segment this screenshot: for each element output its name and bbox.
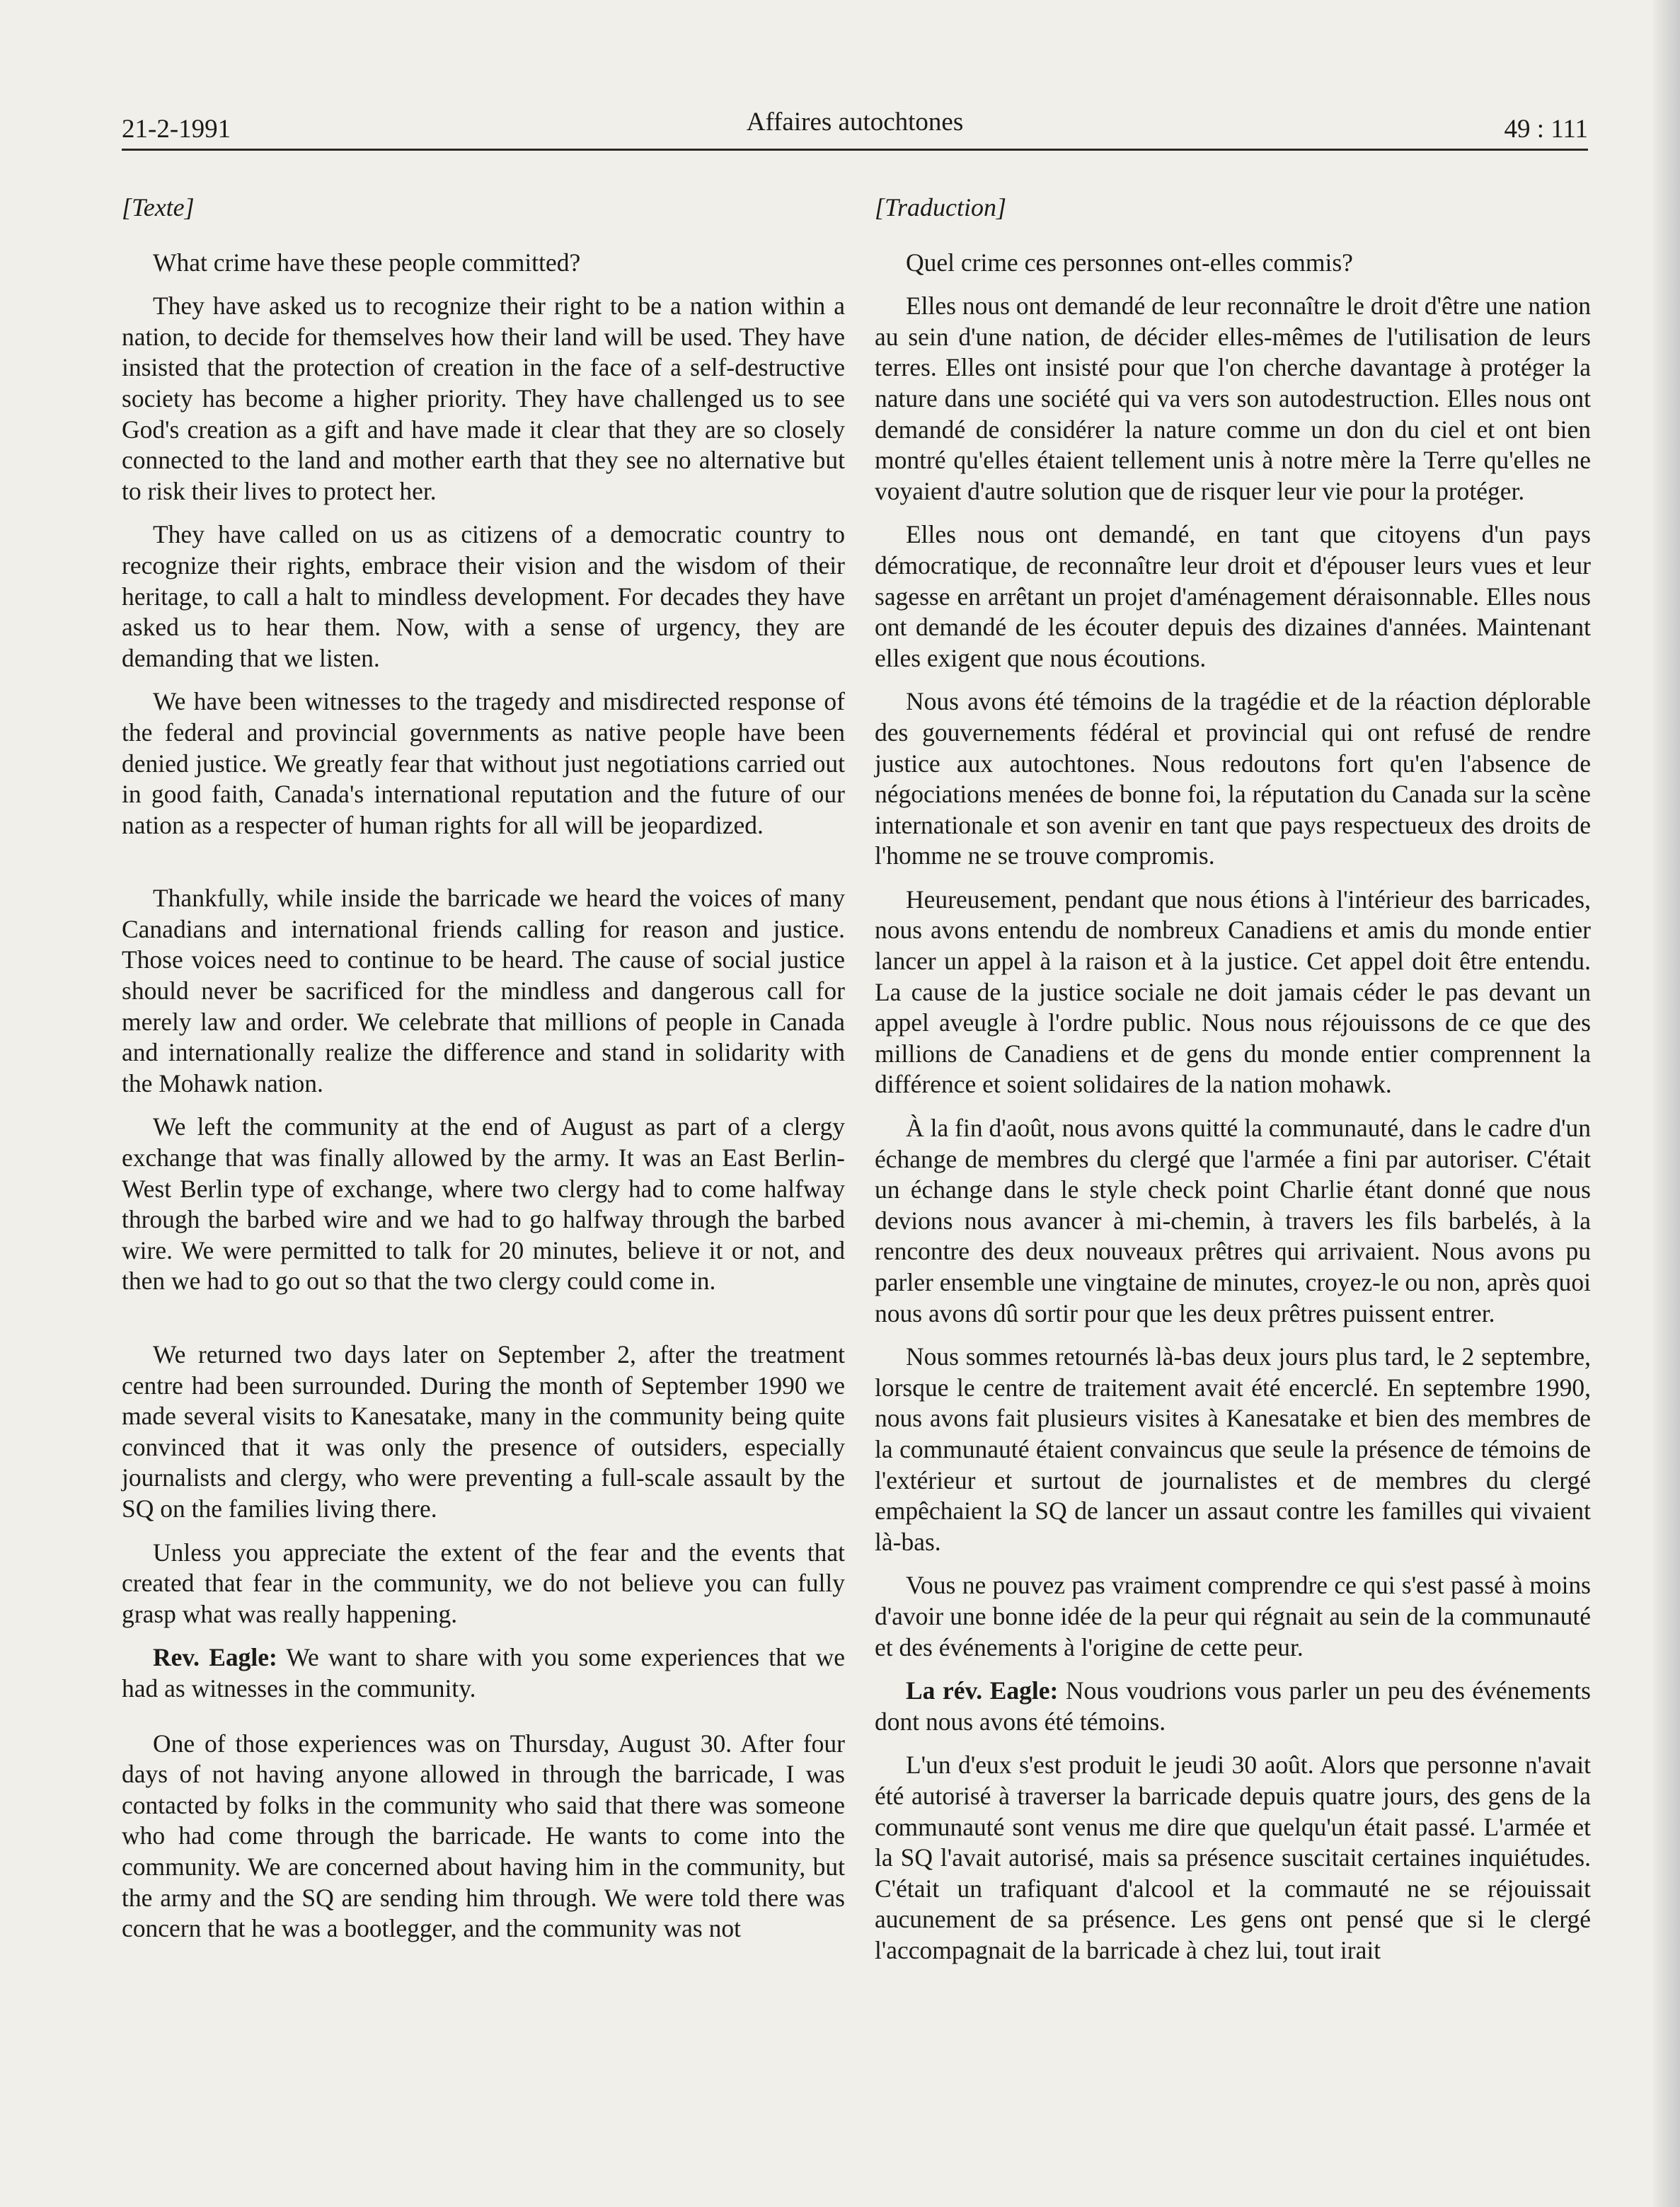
paragraph: We left the community at the end of August as part of a clergy exchange that was finally allowed by the army. It was an East Berlin-West Berlin type of exchange, where two clergy had to come halfway through the barbed wire and we had to go halfway through the barbed wire. We were permitted to talk for 20 minutes, believe it or not, and then we had to go out so that the two clergy could come in. <box>122 1112 845 1296</box>
running-header <box>122 106 1588 151</box>
paragraph: They have asked us to recognize their right to be a nation within a nation, to decide for themselves how their land will be used. They have insisted that the protection of creation in the face of a self-destructive society has become a higher priority. They have challenged us to see God's creation as a gift and have made it clear that they are so closely connected to the land and mother earth that they see no alternative but to risk their lives to protect her. <box>122 292 845 505</box>
paragraph: Nous avons été témoins de la tragédie et de la réaction déplorable des gouvernements fédéral et provincial qui ont refusé de rendre justice aux autochtones. Nous redoutons fort qu'en l'absence de négociations menées de bonne foi, la réputation du Canada sur la scène internationale et son avenir en tant que pays respectueux des droits de l'homme ne se trouve compromis. <box>875 687 1591 870</box>
speech-text: Nous voudrions vous parler un peu des événements dont nous avons été témoins. <box>875 1676 1591 1736</box>
speech-text: We want to share with you some experiences that we had as witnesses in the community. <box>122 1643 845 1702</box>
speaker-name: La rév. Eagle: <box>906 1676 1059 1705</box>
paragraph: L'un d'eux s'est produit le jeudi 30 août. Alors que personne n'avait été autorisé à traverser la barricade depuis quatre jours, des gens de la communauté sont venus me dire que quelqu'un était passé. L'armée et la SQ l'avait autorisé, mais sa présence suscitait certaines inquiétudes. C'était un trafiquant d'alcool et la commauté ne se réjouissait aucunement de sa présence. Les gens ont pensé que si le clergé l'accompagnait de la barricade à chez lui, tout irait <box>875 1751 1591 1964</box>
header-title: Affaires autochtones <box>746 108 964 137</box>
english-column <box>122 192 845 1957</box>
paragraph: Unless you appreciate the extent of the fear and the events that created that fear in the community, we do not believe you can fully grasp what was really happening. <box>122 1538 845 1628</box>
french-column <box>875 192 1591 1978</box>
paragraph: We have been witnesses to the tragedy and misdirected response of the federal and provincial governments as native people have been denied justice. We greatly fear that without just negotiations carried out in good faith, Canada's international reputation and the future of our nation as a respecter of human rights for all will be jeopardized. <box>122 687 845 839</box>
paragraph: Elles nous ont demandé, en tant que citoyens d'un pays démocratique, de reconnaître leur droit et d'épouser leurs vues et leur sagesse en arrêtant un projet d'aménagement déraisonnable. Elles nous ont demandé de les écouter depuis des dizaines d'années. Maintenant elles exigent que nous écoutions. <box>875 520 1591 672</box>
paragraph: Nous sommes retournés là-bas deux jours plus tard, le 2 septembre, lorsque le centre de traitement avait été encerclé. En septembre 1990, nous avons fait plusieurs visites à Kanesatake et bien des membres de la communauté étaient convaincus que seule la présence de témoins de l'extérieur et surtout de journalistes et de membres du clergé empêchaient la SQ de lancer un assaut contre les familles qui vivaient là-bas. <box>875 1342 1591 1556</box>
paragraph: Elles nous ont demandé de leur reconnaître le droit d'être une nation au sein d'une nation, de décider elles-mêmes de l'utilisation de leurs terres. Elles ont insisté pour que l'on cherche davantage à protéger la nature dans une société qui va vers son autodestruction. Elles nous ont demandé de considérer la nature comme un don du ciel et ont bien montré qu'elles étaient tellement unis à notre mère la Terre qu'elles ne voyaient d'autre solution que de risquer leur vie pour la protéger. <box>875 292 1591 505</box>
paragraph: What crime have these people committed? <box>153 248 581 277</box>
speaker-name: Rev. Eagle: <box>153 1643 277 1672</box>
paragraph: Thankfully, while inside the barricade we heard the voices of many Canadians and international friends calling for reason and justice. Those voices need to continue to be heard. The cause of social justice should never be sacrificed for the mindless and dangerous call for merely law and order. We celebrate that millions of people in Canada and internationally realize the difference and stand in solidarity with the Mohawk nation. <box>122 884 845 1097</box>
paragraph: One of those experiences was on Thursday, August 30. After four days of not having anyone allowed in through the barricade, I was contacted by folks in the community who said that there was someone who had come through the barricade. He wants to come into the community. We are concerned about having him in the community, but the army and the SQ are sending him through. We were told there was concern that he was a bootlegger, and the community was not <box>122 1729 845 1943</box>
paragraph: Quel crime ces personnes ont-elles commis? <box>906 248 1353 277</box>
paragraph: À la fin d'août, nous avons quitté la communauté, dans le cadre d'un échange de membres du clergé que l'armée a fini par autoriser. C'était un échange dans le style check point Charlie étant donné que nous devions nous avancer à mi-chemin, à travers les fils barbelés, à la rencontre des deux nouveaux prêtres qui arrivaient. Nous avons pu parler ensemble une vingtaine de minutes, croyez-le ou non, après quoi nous avons dû sortir pour que les deux prêtres puissent entrer. <box>875 1114 1591 1327</box>
speech-paragraph <box>122 1642 845 1704</box>
header-folio: 49 : 111 <box>1504 115 1588 144</box>
column-label-texte: [Texte] <box>122 193 195 221</box>
paragraph: They have called on us as citizens of a democratic country to recognize their rights, embrace their vision and the wisdom of their heritage, to call a halt to mindless development. For decades they have asked us to hear them. Now, with a sense of urgency, they are demanding that we listen. <box>122 520 845 672</box>
column-label-traduction: [Traduction] <box>875 193 1007 221</box>
speech-paragraph <box>875 1676 1591 1737</box>
paragraph: Vous ne pouvez pas vraiment comprendre ce qui s'est passé à moins d'avoir une bonne idée de la peur qui régnait au sein de la communauté et des événements à l'origine de cette peur. <box>875 1571 1591 1661</box>
paragraph: Heureusement, pendant que nous étions à l'intérieur des barricades, nous avons entendu de nombreux Canadiens et amis du monde entier lancer un appel à la raison et à la justice. Cet appel doit être entendu. La cause de la justice sociale ne doit jamais céder le pas devant un appel aveugle à l'ordre public. Nous nous réjouissons de ce que des millions de Canadiens et de gens du monde entier comprennent la différence et soient solidaires de la nation mohawk. <box>875 884 1591 1099</box>
paragraph: We returned two days later on September 2, after the treatment centre had been surrounded. During the month of September 1990 we made several visits to Kanesatake, many in the community being quite convinced that it was only the presence of outsiders, especially journalists and clergy, who were preventing a full-scale assault by the SQ on the families living there. <box>122 1340 845 1523</box>
header-date: 21-2-1991 <box>122 115 231 144</box>
page-edge-shadow <box>1653 0 1680 2207</box>
